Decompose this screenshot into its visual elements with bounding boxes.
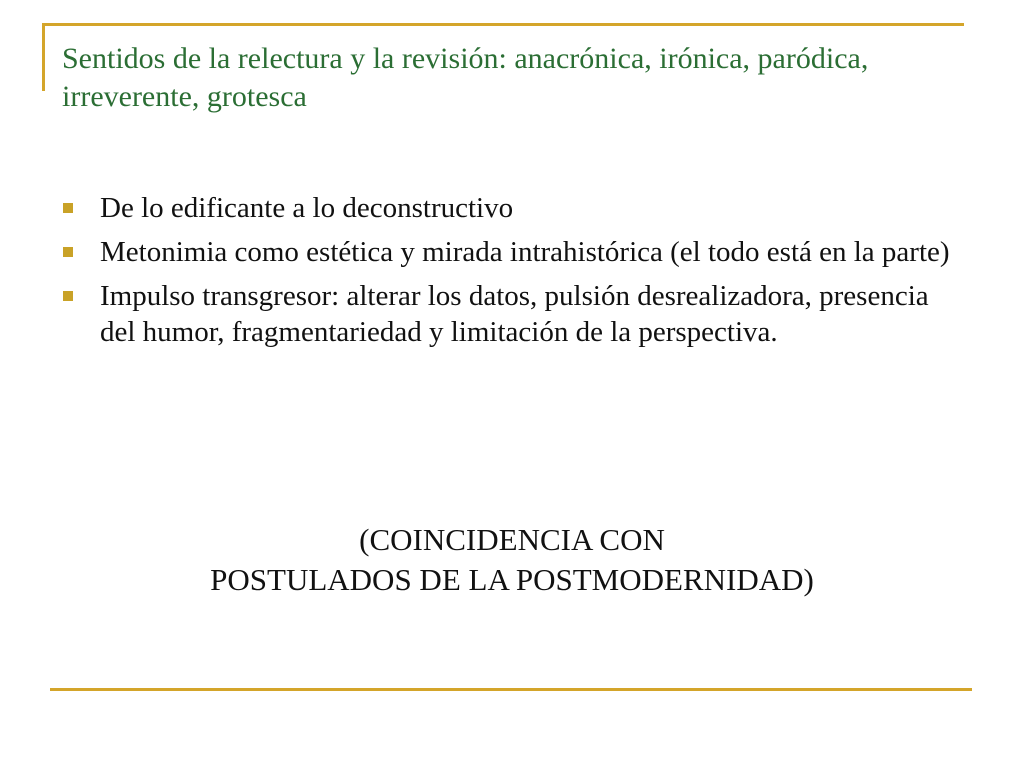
square-bullet-icon [63, 247, 73, 257]
bullet-text: Impulso transgresor: alterar los datos, pulsión desrealizadora, presencia del humor, fragmentariedad y limitación de la perspectiva. [100, 280, 929, 348]
bullet-item [62, 278, 962, 350]
left-accent-rule [42, 23, 45, 91]
bottom-accent-rule [50, 688, 972, 691]
slide-title: Sentidos de la relectura y la revisión: anacrónica, irónica, paródica, irreverente, grotesca [62, 42, 869, 113]
bullet-item [62, 234, 962, 270]
square-bullet-icon [63, 291, 73, 301]
bullet-list [62, 190, 962, 358]
conclusion-text [0, 520, 1024, 600]
bullet-text: Metonimia como estética y mirada intrahistórica (el todo está en la parte) [100, 236, 950, 268]
bullet-item [62, 190, 962, 226]
top-accent-rule [42, 23, 964, 26]
conclusion-line-1: (COINCIDENCIA CON [359, 522, 665, 557]
square-bullet-icon [63, 203, 73, 213]
bullet-text: De lo edificante a lo deconstructivo [100, 192, 514, 224]
conclusion-line-2: POSTULADOS DE LA POSTMODERNIDAD) [210, 562, 814, 597]
